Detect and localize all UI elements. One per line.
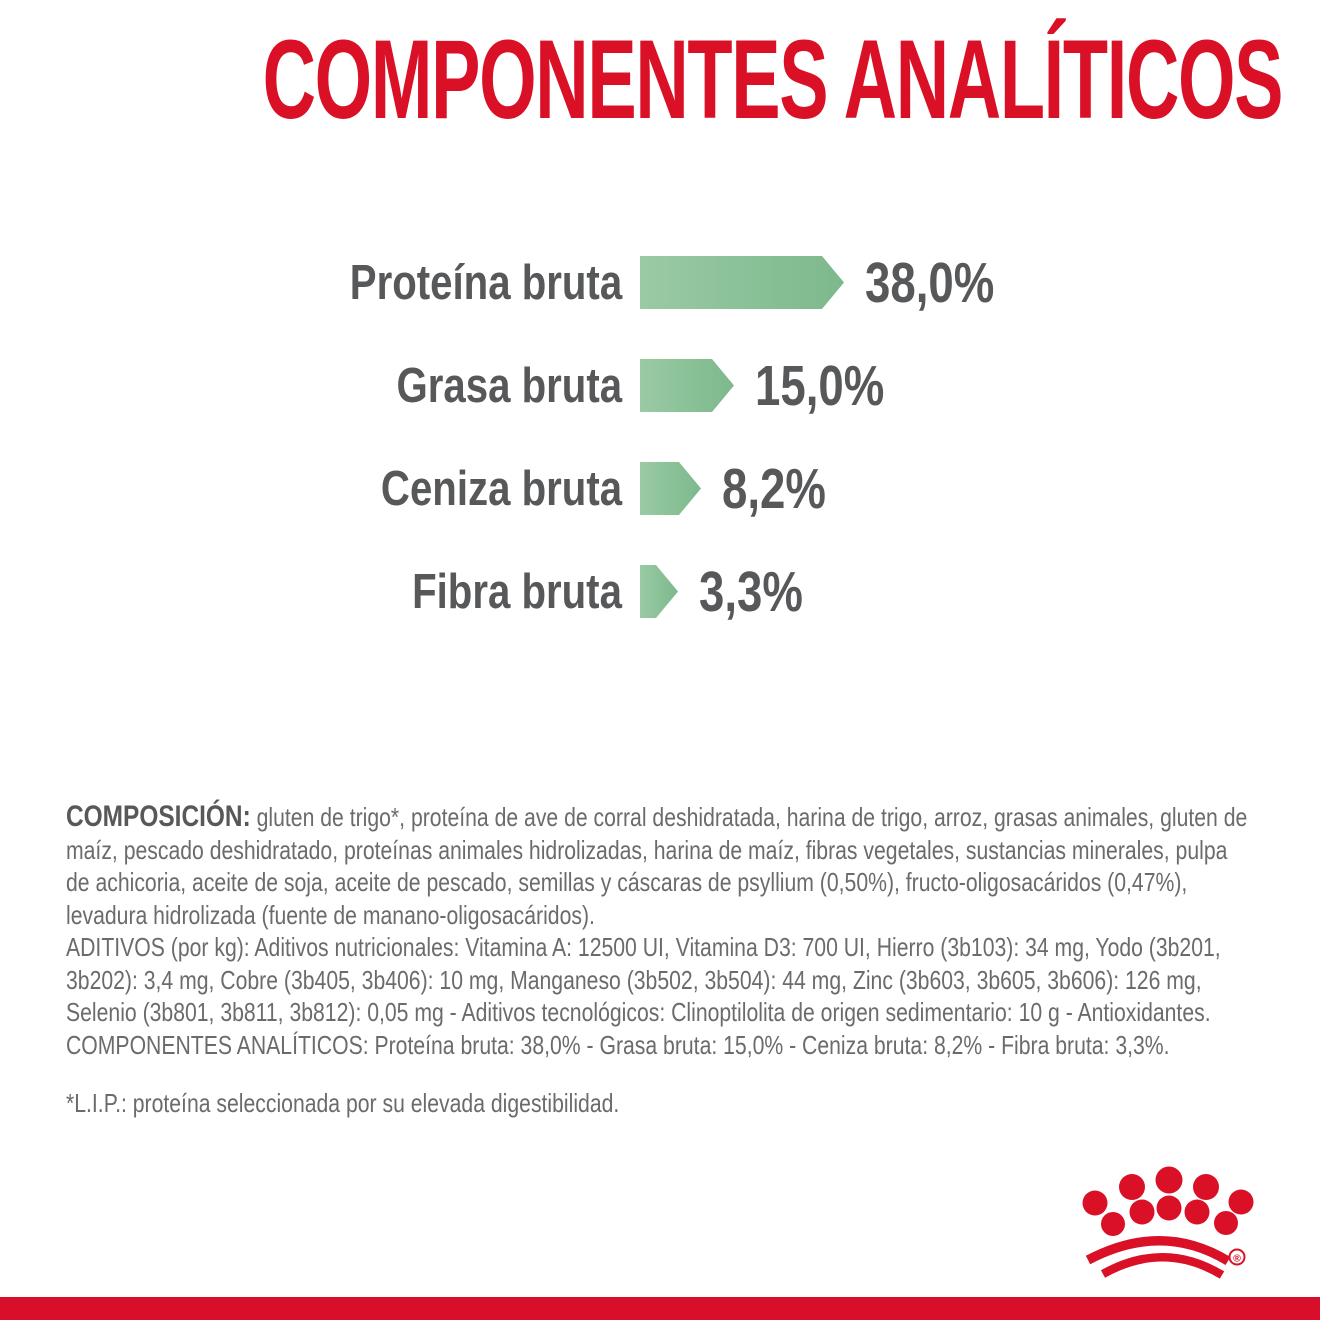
bar-label: Grasa bruta — [396, 358, 622, 413]
bar-label: Proteína bruta — [349, 255, 622, 310]
bar-label: Fibra bruta — [412, 564, 622, 619]
composition-label: COMPOSICIÓN: — [66, 800, 251, 833]
footer-red-band — [0, 1297, 1320, 1320]
bar-row — [0, 231, 1320, 334]
page-title-text: COMPONENTES ANALÍTICOS — [262, 17, 1283, 142]
bar — [640, 256, 844, 309]
bar — [640, 359, 734, 412]
composition-text: gluten de trigo*, proteína de ave de corral deshidratada, harina de trigo, arroz, grasas animales, gluten de maíz, pescado deshidratado, proteínas animales hidrolizadas, harina de maíz, fibras vegetales, sustancias minerales, pulpa de achicoria, aceite de soja, aceite de pescado, semillas y cáscaras de psyllium (0,50%), fructo-oligosacáridos (0,47%), levadura hidrolizada (fuente de manano-oligosacáridos). — [66, 802, 1248, 930]
registered-trademark-icon — [1230, 1250, 1245, 1265]
composition-paragraph — [66, 801, 1256, 931]
analytical-summary-paragraph: COMPONENTES ANALÍTICOS: Proteína bruta: 38,0% - Grasa bruta: 15,0% - Ceniza bruta: 8,2% - Fibra bruta: 3,3%. — [66, 1029, 1170, 1060]
additives-paragraph: ADITIVOS (por kg): Aditivos nutricionales: Vitamina A: 12500 UI, Vitamina D3: 700 UI, Hierro (3b103): 34 mg, Yodo (3b201, 3b202): 3,4 mg, Cobre (3b405, 3b406): 10 mg, Manganeso (3b502, 3b504): 44 mg, Zinc (3b603, 3b605, 3b606): 126 mg, Selenio (3b801, 3b811, 3b812): 0,05 mg - Aditivos tecnológicos: Clinoptilolita de origen sedimentario: 10 g - Antioxidantes. — [66, 932, 1221, 1027]
bar — [640, 565, 678, 618]
bar-value: 15,0% — [755, 353, 885, 418]
bar-row — [0, 334, 1320, 437]
bar-value: 38,0% — [865, 250, 995, 315]
bar-row — [0, 437, 1320, 540]
bar — [640, 462, 701, 515]
analytical-components-chart — [0, 231, 1320, 643]
crown-dots — [1083, 1167, 1254, 1237]
bar-row — [0, 540, 1320, 643]
composition-block — [66, 801, 1256, 1120]
bar-value: 3,3% — [699, 559, 803, 624]
registered-trademark-letter: ® — [1233, 1252, 1241, 1265]
royal-canin-crown-logo — [1059, 1152, 1270, 1292]
bar-value: 8,2% — [722, 456, 826, 521]
page-title — [0, 17, 1320, 142]
lip-note: *L.I.P.: proteína seleccionada por su elevada digestibilidad. — [66, 1088, 620, 1118]
crown-base-arcs — [1088, 1241, 1228, 1275]
bar-label: Ceniza bruta — [380, 461, 622, 516]
